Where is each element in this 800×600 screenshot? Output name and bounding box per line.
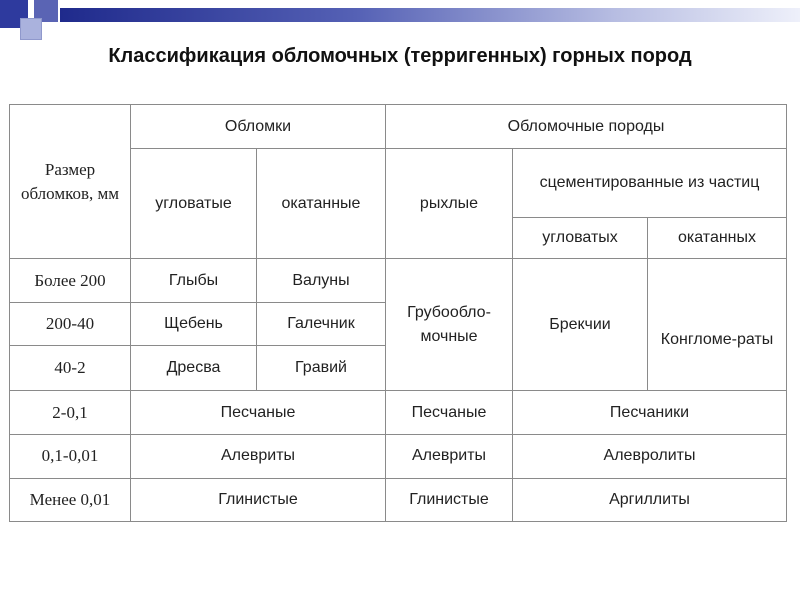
cemented-cell: Песчаники: [513, 391, 787, 435]
rounded-cell: Гравий: [257, 345, 386, 390]
size-cell: Менее 0,01: [10, 478, 131, 521]
header-cemented: сцементированные из частиц: [513, 149, 787, 217]
header-rocks: Обломочные породы: [386, 105, 787, 149]
decor-square-small: [20, 18, 42, 40]
header-fragments: Обломки: [131, 105, 386, 149]
table-row: [10, 435, 787, 478]
header-loose: рыхлые: [386, 149, 513, 259]
cemented-cell: Аргиллиты: [513, 478, 787, 521]
loose-cell: Песчаные: [386, 391, 513, 435]
header-gradient-bar: [60, 8, 800, 22]
angular-cell: Щебень: [131, 303, 257, 345]
angular-cell: Глыбы: [131, 259, 257, 303]
size-cell: 2-0,1: [10, 391, 131, 435]
fragments-cell: Песчаные: [131, 391, 386, 435]
size-cell: 200-40: [10, 303, 131, 345]
header-row-1: [10, 105, 787, 149]
rounded-cell: Валуны: [257, 259, 386, 303]
table-row: [10, 259, 787, 303]
loose-cell: Глинистые: [386, 478, 513, 521]
cemented-cell: Алевролиты: [513, 435, 787, 478]
angular-cell: Дресва: [131, 345, 257, 390]
size-cell: Более 200: [10, 259, 131, 303]
classification-table: [9, 104, 787, 522]
header-rounded: окатанные: [257, 149, 386, 259]
breccia-cell: Брекчии: [513, 259, 648, 391]
table-row: [10, 391, 787, 435]
fragments-cell: Глинистые: [131, 478, 386, 521]
conglomerate-cell: Конгломе-раты: [648, 259, 787, 391]
header-rounded-particles: окатанных: [648, 217, 787, 258]
header-size: Размер обломков, мм: [10, 105, 131, 259]
header-angular-particles: угловатых: [513, 217, 648, 258]
size-cell: 0,1-0,01: [10, 435, 131, 478]
loose-cell: Алевриты: [386, 435, 513, 478]
fragments-cell: Алевриты: [131, 435, 386, 478]
page-title: Классификация обломочных (терригенных) горных пород: [108, 45, 692, 67]
table-row: [10, 478, 787, 521]
rounded-cell: Галечник: [257, 303, 386, 345]
coarse-loose-cell: Грубообло-мочные: [386, 259, 513, 391]
size-cell: 40-2: [10, 345, 131, 390]
header-angular: угловатые: [131, 149, 257, 259]
